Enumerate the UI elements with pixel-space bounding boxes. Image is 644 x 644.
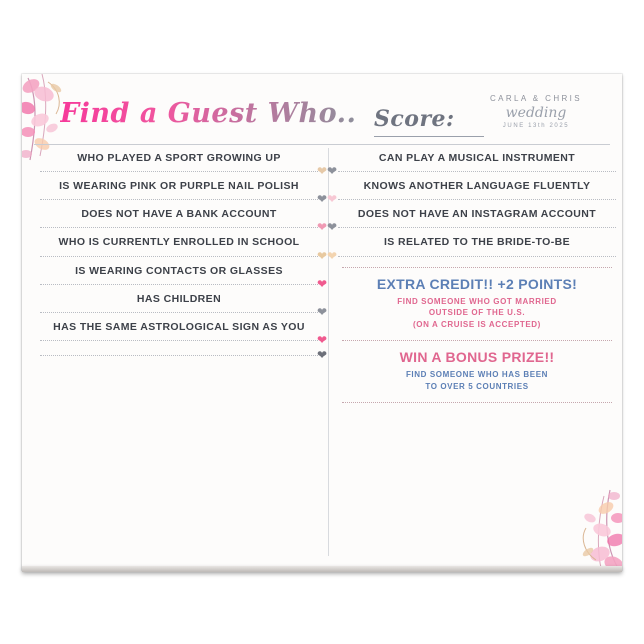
write-line[interactable] [338,226,616,228]
write-line[interactable] [40,311,318,313]
prompt-row [36,317,327,347]
heart-icon: ❤ [327,192,338,207]
prompt-label: DOES NOT HAVE A BANK ACCOUNT [81,208,277,221]
write-line[interactable] [338,255,616,257]
prompt-label: HAS CHILDREN [136,292,222,305]
write-line[interactable] [40,170,318,172]
heart-icon: ❤ [316,163,327,178]
prompt-row [327,232,620,263]
write-line[interactable] [40,354,318,356]
prompt-label: IS WEARING PINK OR PURPLE NAIL POLISH [59,180,299,193]
write-line[interactable] [40,226,318,228]
prompt-label: IS WEARING CONTACTS OR GLASSES [75,264,283,277]
write-line[interactable] [338,198,616,200]
heart-icon: ❤ [316,304,327,319]
monogram-date: JUNE 13th 2025 [502,123,570,129]
monogram-names: CARLA & CHRIS [489,94,583,103]
heart-icon: ❤ [327,163,338,178]
prompt-row [36,204,327,235]
prompt-label: HAS THE SAME ASTROLOGICAL SIGN AS YOU [53,320,305,333]
bonus-prize-title: WIN A BONUS PRIZE!! [399,349,555,366]
extra-credit-title: EXTRA CREDIT!! +2 POINTS! [376,275,578,292]
heart-icon: ❤ [316,248,327,263]
prompt-row [36,232,327,263]
prompt-row [36,289,327,319]
heart-icon: ❤ [327,220,338,235]
heart-icon: ❤ [316,332,327,347]
prompt-row [327,204,620,235]
floral-decoration-bottom-right [548,468,622,570]
prompt-label: CAN PLAY A MUSICAL INSTRUMENT [378,152,576,164]
prompt-row [36,261,327,291]
prompt-row [36,345,327,362]
right-column [327,148,620,403]
prompt-label: WHO IS CURRENTLY ENROLLED IN SCHOOL [58,236,300,249]
write-line[interactable] [40,255,318,257]
column-divider [328,148,329,556]
monogram [476,94,596,129]
extra-credit-line: OUTSIDE OF THE U.S. [428,308,526,318]
page-title: Find a Guest Who.. [60,98,357,129]
score-write-line [374,136,484,137]
prompt-label: KNOWS ANOTHER LANGUAGE FLUENTLY [363,180,591,193]
bonus-prize-box [342,340,612,392]
prompt-row [327,176,620,207]
prompt-label: DOES NOT HAVE AN INSTAGRAM ACCOUNT [357,208,597,221]
score-label: Score: [374,106,455,132]
bonus-prize-lines [342,369,612,392]
left-column [36,148,327,362]
extra-credit-lines [342,296,612,331]
write-line[interactable] [40,198,318,200]
write-line[interactable] [40,283,318,285]
heart-icon: ❤ [316,192,327,207]
heart-icon: ❤ [316,220,327,235]
heart-icon: ❤ [316,347,327,362]
notepad-base [22,566,622,572]
prompt-label: IS RELATED TO THE BRIDE-TO-BE [383,236,571,249]
heart-icon: ❤ [316,276,327,291]
notepad-page [22,74,622,570]
prompt-label [36,345,322,354]
extra-credit-box [342,267,612,331]
header-divider [34,144,610,145]
prompt-row [327,148,620,178]
extra-credit-line: (ON A CRUISE IS ACCEPTED) [413,319,541,329]
prompt-row [36,148,327,178]
monogram-script: wedding [505,105,567,121]
bonus-bottom-divider [342,402,612,403]
write-line[interactable] [40,339,318,341]
prompt-row [36,176,327,207]
extra-credit-line: FIND SOMEONE WHO GOT MARRIED [397,296,557,306]
write-line[interactable] [338,170,616,172]
bonus-prize-line: TO OVER 5 COUNTRIES [425,381,529,391]
prompt-label: WHO PLAYED A SPORT GROWING UP [77,152,281,164]
heart-icon: ❤ [327,248,338,263]
bonus-prize-line: FIND SOMEONE WHO HAS BEEN [405,370,549,380]
